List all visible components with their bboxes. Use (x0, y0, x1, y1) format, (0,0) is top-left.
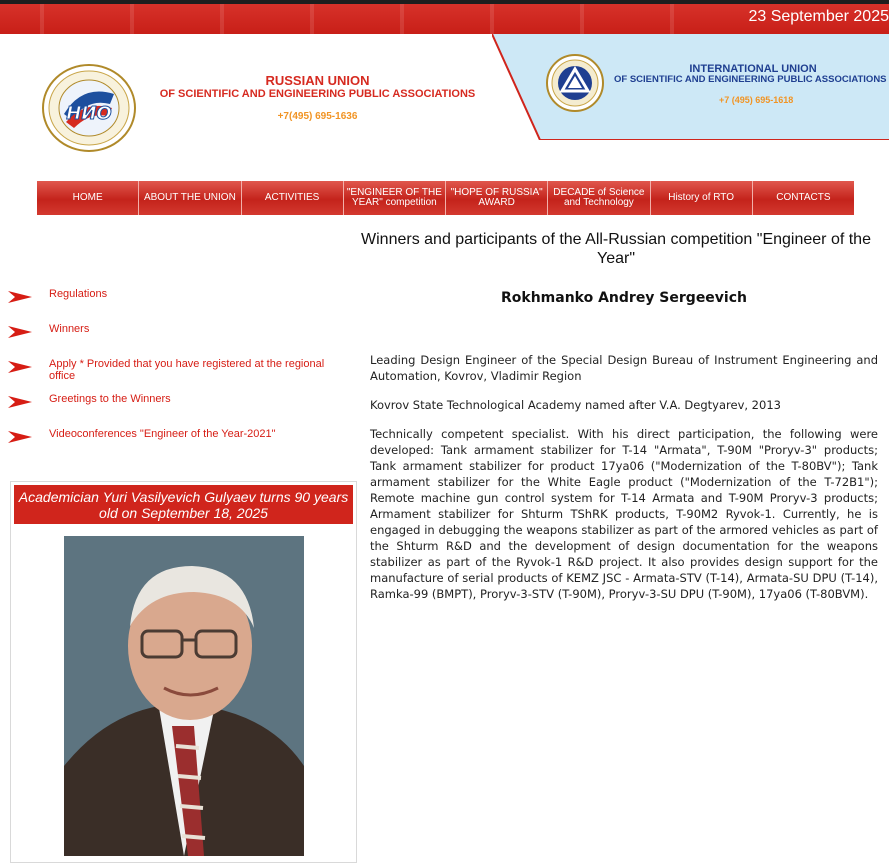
top-bar-pattern (0, 4, 740, 34)
academician-portrait[interactable] (64, 536, 304, 856)
international-union-phone: +7 (495) 695-1618 (719, 95, 794, 105)
nav-activities[interactable]: ACTIVITIES (242, 181, 344, 215)
international-union-title: INTERNATIONAL UNION (689, 63, 817, 75)
person-description: Technically competent specialist. With his direct participation, the following were developed: Tank armament stabilizer for T-14 "Armata", T-90M "Proryv-3" products; Tank armament stabilizer for product 17ya06 ("Modernization of the T-80BV"); Tank armament stabilizer for the White Eagle product ("Modernization of the T-72B1"); Remote machine gun control system for T-14 Armata and T-90M Proryv-3 products; Armament stabilizer for Shturm TShRK products, T-90M2 Ryvok-1. Currently, he is engaged in debugging the weapons stabilizer as part of the armored vehicles as part of the Shturm R&D and the development of design documentation for the weapons stabilizer as part of the Ryvok-1 R&D project. It also provides design support for the manufacture of serial products of KEMZ JSC - Armata-STV (T-14), Armata-SU DPU (T-14), Ramka-99 (BMPT), Proryv-3-STV (T-90M), Proryv-3-SU DPU (T-90M), 17ya06 (T-80BVM). (370, 427, 878, 601)
page-title: Winners and participants of the All-Russian competition "Engineer of the Year" (361, 231, 871, 267)
current-date: 23 September 2025 (748, 8, 889, 25)
person-education: Kovrov State Technological Academy named after V.A. Degtyarev, 2013 (370, 398, 781, 412)
nav-hope-of-russia[interactable]: "HOPE OF RUSSIA" AWARD (446, 181, 548, 215)
international-union-subtitle: OF SCIENTIFIC AND ENGINEERING PUBLIC ASSOCIATIONS (614, 74, 887, 85)
russian-union-title: RUSSIAN UNION (265, 73, 370, 88)
arrow-right-icon (8, 361, 32, 373)
person-name: Rokhmanko Andrey Sergeevich (500, 290, 747, 306)
top-bar (0, 0, 889, 34)
main-nav (37, 181, 854, 215)
sidebar-item-label[interactable]: Winners (49, 323, 90, 335)
nav-contacts[interactable]: CONTACTS (753, 181, 854, 215)
nav-engineer-of-the-year[interactable]: "ENGINEER OF THE YEAR" competition (344, 181, 446, 215)
sidebar-item-label[interactable]: Apply * Provided that you have registered at the regional office (49, 358, 325, 382)
russian-union-logo[interactable] (42, 64, 136, 152)
international-union-logo[interactable] (546, 54, 604, 112)
nav-about-the-union[interactable]: ABOUT THE UNION (139, 181, 241, 215)
arrow-right-icon (8, 326, 32, 338)
nav-home[interactable]: HOME (37, 181, 139, 215)
sidebar-item-label[interactable]: Videoconferences "Engineer of the Year-2021" (49, 428, 276, 440)
news-box-title[interactable]: Academician Yuri Vasilyevich Gulyaev turns 90 years old on September 18, 2025 (14, 485, 353, 524)
sidebar-item-label[interactable]: Greetings to the Winners (49, 393, 171, 405)
nav-decade-of-science[interactable]: DECADE of Science and Technology (548, 181, 650, 215)
russian-union-subtitle: OF SCIENTIFIC AND ENGINEERING PUBLIC ASSOCIATIONS (159, 88, 476, 100)
sidebar-item-label[interactable]: Regulations (49, 288, 108, 300)
svg-text:НИО: НИО (66, 103, 112, 124)
nav-history-of-rto[interactable]: History of RTO (651, 181, 753, 215)
person-position: Leading Design Engineer of the Special Design Bureau of Instrument Engineering and Automation, Kovrov, Vladimir Region (370, 353, 878, 383)
arrow-right-icon (8, 291, 32, 303)
arrow-right-icon (8, 431, 32, 443)
arrow-right-icon (8, 396, 32, 408)
russian-union-phone: +7(495) 695-1636 (277, 111, 358, 122)
news-box (10, 481, 357, 863)
